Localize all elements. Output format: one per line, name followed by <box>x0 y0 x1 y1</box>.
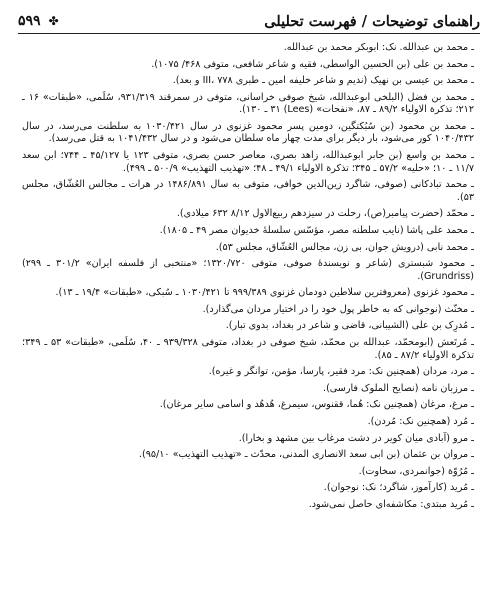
index-entry: ـ مروان بن عثمان (بن ابی سعد الانصاری المدنی، محدّث ـ «تهذیب التهذیب» ۹۵/۱۰). <box>138 449 474 461</box>
header-left-group <box>18 13 59 29</box>
index-entry: ـ مرو (آبادی میان کویر در دشت مرغاب بین مشهد و بخارا). <box>238 432 474 444</box>
index-entry: ـ محمد علی پاشا (نایب سلطنه مصر، مؤسّس سلسلهٔ خدیوان مصر ۴۹ ـ ۱۸۰۵). <box>159 224 474 236</box>
index-entry: ـ مخنّث (نوجوانی که به خاطر پول خود را در اختیار مردان می‌گذارد). <box>202 303 474 315</box>
index-entry: ـ مُرتَعش (ابومحمّد، عبدالله بن محمّد، شیخ صوفی در بغداد، متوفی ۹۳۹/۳۲۸ ـ ۴۰، سُلَمی، «طبقات» ۵۳ ـ ۳۴۹؛ تذکرة الاولیاء ۸۷/۲ ـ ۸۵). <box>22 337 474 361</box>
index-entry: ـ محمود شبستری (شاعر و نویسندهٔ صوفی، متوفی ۱۳۲۰/۷۲۰؛ «منتخبی از فلسفه ایران» ۳۰۱/۲ ـ ۲۹۹) (Grundriss). <box>22 258 474 282</box>
index-entry: ـ محمد بن عبدالله. نک: ابوبکر محمد بن عبدالله. <box>283 42 474 53</box>
index-entries <box>22 42 474 516</box>
index-entry: ـ مُرد (همچنین نک: مُردن). <box>367 415 474 427</box>
index-entry: ـ محمد بن علی (بن الحسین الواسطی، فقیه و شاعر شافعی، متوفی ۴۶۸/ ۱۰۷۵). <box>151 58 474 70</box>
index-entry: ـ محمد بن عیسی بن نهیک (ندیم و شاعر خلیفه امین ـ طبری III، ۷۷۸ و بعد). <box>172 75 474 87</box>
index-entry: ـ مرزبان نامه (نصایح الملوک فارسی). <box>323 382 474 394</box>
index-entry: ـ محمد بن فضل (البلخی ابوعبدالله، شیخ صوفی خراسانی، متوفی در سمرقند ۹۳۱/۳۱۹، سُلَمی، «طبقات» ۱۶ ـ ۲۱۲؛ تذکرة الاولیاء ۸۹/۲ ـ ۸۷، «نفحات» (Lees) ۳۱ ـ ۱۳۰). <box>22 91 474 116</box>
index-entry: ـ محمد بن محمود (بن سُبُکتگین، دومین پسر محمود غزنوی در سال ۱۰۳۰/۴۲۱ به سلطنت می‌رسد، در سال ۱۰۴۰/۴۳۲ کور می‌شود، بار دیگر برای مدت چهار ماه سلطان می‌شود و در سال ۱۰۴۱/۴۳۲ به قتل می‌رسد). <box>22 120 474 145</box>
index-entry: ـ مرغ، مرغان (همچنین نک: هُما، ققنوس، سیمرغ، هُدهُد و اسامی سایر مرغان). <box>159 399 474 411</box>
page-header <box>18 10 480 32</box>
ornament-icon: ✤ <box>48 14 59 28</box>
page-number: ۵۹۹ <box>18 13 41 29</box>
index-entry: ـ مُرید (کارآموز، شاگرد؛ نک: نوجوان). <box>323 482 474 494</box>
index-entry: ـ محمّد (حضرت پیامبر(ص)، رحلت در سیزدهم ربیع‌الاول ۸/۱۲ ۶۳۲ میلادی). <box>176 208 474 220</box>
header-rule <box>18 33 480 34</box>
index-entry: ـ محمود غزنوی (معروفترین سلاطین دودمان غزنوی ۹۹۹/۳۸۹ تا ۱۰۳۰/۴۲۱ ـ سُبکی، «طبقات» ۱۹/۴ ـ ۱۳). <box>55 287 474 299</box>
index-entry: ـ محمد تبادکانی (صوفی، شاگرد زین‌الدین خوافی، متوفی به سال ۱۴۸۶/۸۹۱ در هرات ـ مجالس العُشّاق، مجلس ۵۳). <box>22 179 474 203</box>
index-entry: ـ مُرید مبتدی: مکاشفه‌ای حاصل نمی‌شود. <box>308 498 474 510</box>
index-entry: ـ مُدرِک بن علی (الشیبانی، قاضی و شاعر در بغداد، بدوی تبار). <box>225 320 474 332</box>
running-head-title: راهنمای توضیحات / فهرست تحلیلی <box>264 12 480 30</box>
index-entry: ـ مرد، مردان (همچنین نک: مرد فقیر، پارسا، مؤمن، توانگر و غیره). <box>208 366 474 378</box>
index-entry: ـ مُرُوّة (جوانمردی، سخاوت). <box>358 465 474 477</box>
index-entry: ـ محمد بن واسع (بن جابر ابوعبدالله، زاهد بصری، معاصر حسن بصری، متوفی ۱۲۳ یا ۴۵/۱۲۷ ـ ۷۴۴؛ ابن سعد ۱۱/۷ ـ ۱۰؛ «حلیه» ۵۷/۲ ـ ۳۴۵؛ تذکرة الاولیاء ۴۹/۱ ـ ۴۸؛ «تهذیب التهذیب» ۵۰۰/۹ ـ ۴۹۹). <box>22 150 474 174</box>
index-entry: ـ محمد نابی (درویش جوان، بی زن، مجالس العُشّاق، مجلس ۵۳). <box>215 241 474 253</box>
